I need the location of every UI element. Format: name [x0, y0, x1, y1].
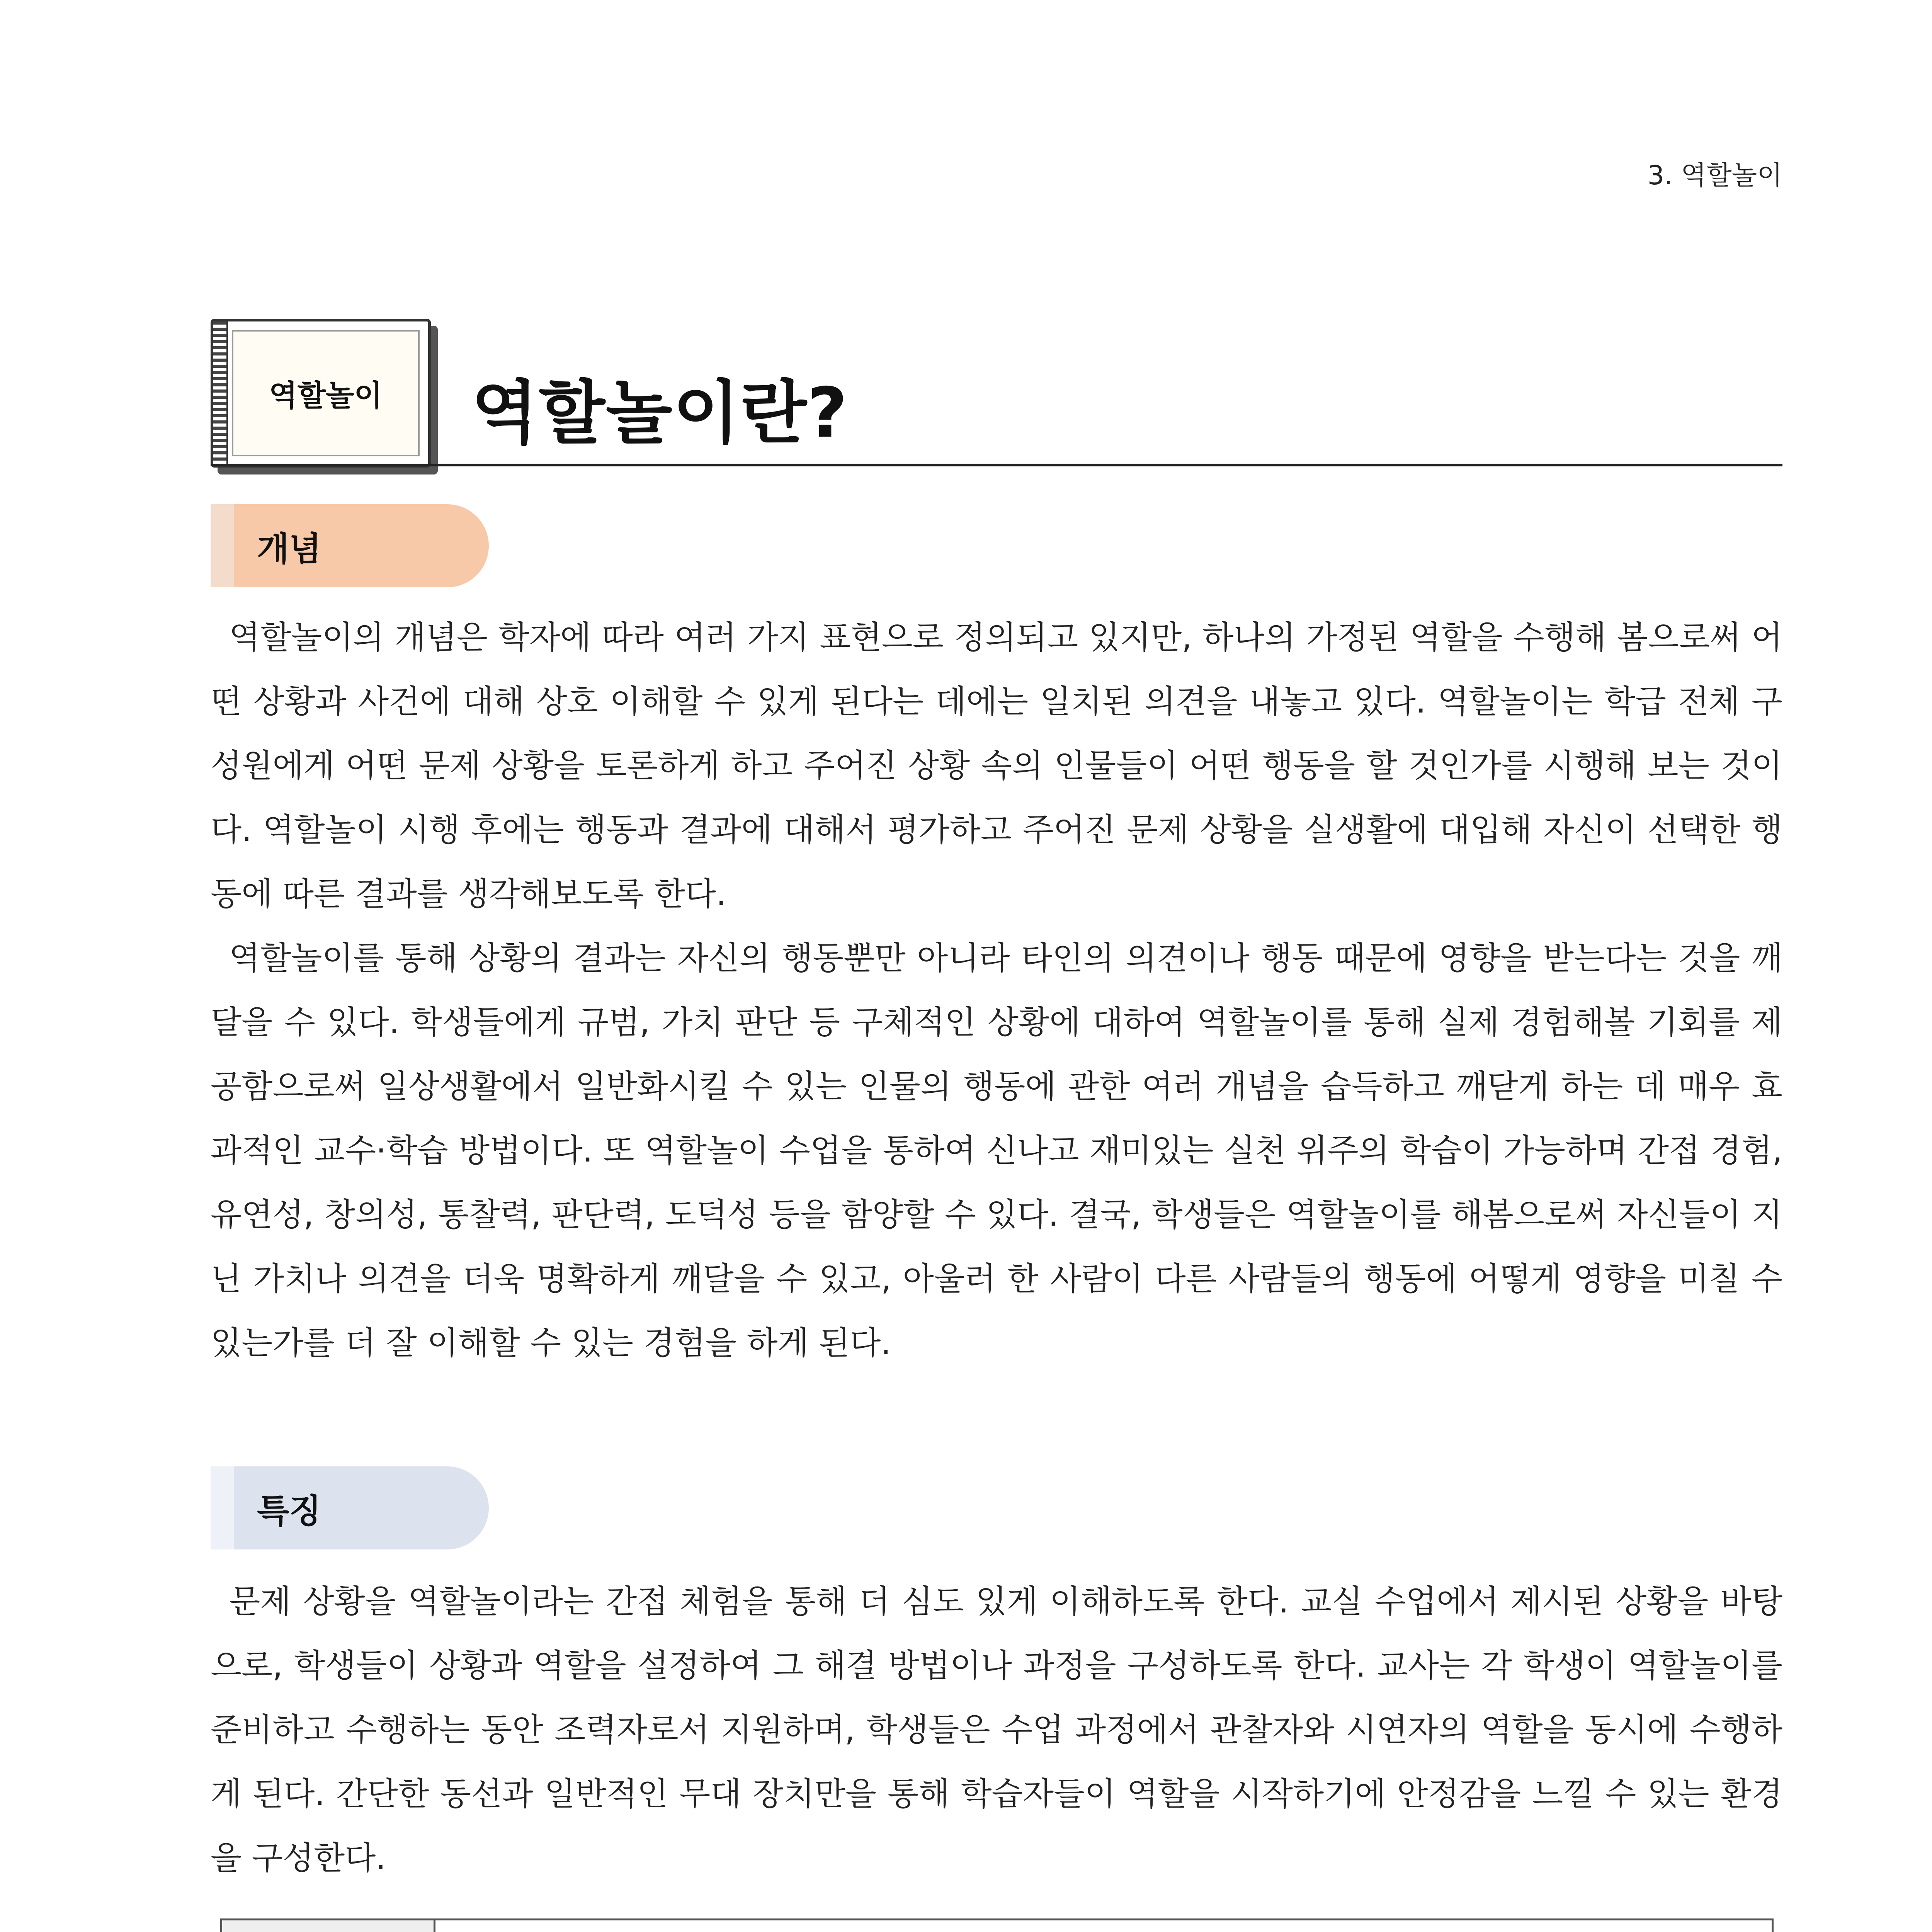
table-row-purpose	[221, 1920, 1773, 1932]
section-heading-concept-label: 개념	[257, 529, 321, 568]
chapter-badge	[211, 319, 431, 468]
chapter-badge-label: 역할놀이	[269, 378, 383, 413]
section-heading-concept	[211, 504, 489, 587]
purpose-text-cell	[435, 1920, 1773, 1932]
purpose-label-cell	[221, 1920, 435, 1932]
concept-paragraph-2: 역할놀이를 통해 상황의 결과는 자신의 행동뿐만 아니라 타인의 의견이나 행동 때문에 영향을 받는다는 것을 깨달을 수 있다. 학생들에게 규범, 가치 판단 등 구체적인 상황에 대하여 역할놀이를 통해 실제 경험해볼 기회를 제공함으로써 일상생활에서 일반화시킬 수 있는 인물의 행동에 관한 여러 개념을 습득하고 깨닫게 하는 데 매우 효과적인 교수·학습 방법이다. 또 역할놀이 수업을 통하여 신나고 재미있는 실천 위주의 학습이 가능하며 간접 경험, 유연성, 창의성, 통찰력, 판단력, 도덕성 등을 함양할 수 있다. 결국, 학생들은 역할놀이를 해봄으로써 자신들이 지닌 가치나 의견을 더욱 명확하게 깨달을 수 있고, 아울러 한 사람이 다른 사람들의 행동에 어떻게 영향을 미칠 수 있는가를 더 잘 이해할 수 있는 경험을 하게 된다.	[211, 939, 1782, 1362]
concept-body	[211, 605, 1782, 1375]
section-heading-features	[211, 1466, 489, 1549]
running-header: 3. 역할놀이	[1647, 160, 1782, 191]
features-paragraph-1: 문제 상황을 역할놀이라는 간접 체험을 통해 더 심도 있게 이해하도록 한다. 교실 수업에서 제시된 상황을 바탕으로, 학생들이 상황과 역할을 설정하여 그 해결 방법이나 과정을 구성하도록 한다. 교사는 각 학생이 역할놀이를 준비하고 수행하는 동안 조력자로서 지원하며, 학생들은 수업 과정에서 관찰자와 시연자의 역할을 동시에 수행하게 된다. 간단한 동선과 일반적인 무대 장치만을 통해 학습자들이 역할을 시작하기에 안정감을 느낄 수 있는 환경을 구성한다.	[211, 1583, 1783, 1877]
features-body	[211, 1570, 1782, 1890]
concept-paragraph-1: 역할놀이의 개념은 학자에 따라 여러 가지 표현으로 정의되고 있지만, 하나의 가정된 역할을 수행해 봄으로써 어떤 상황과 사건에 대해 상호 이해할 수 있게 된다는 데에는 일치된 의견을 내놓고 있다. 역할놀이는 학급 전체 구성원에게 어떤 문제 상황을 토론하게 하고 주어진 상황 속의 인물들이 어떤 행동을 할 것인가를 시행해 보는 것이다. 역할놀이 시행 후에는 행동과 결과에 대해서 평가하고 주어진 문제 상황을 실생활에 대입해 자신이 선택한 행동에 따른 결과를 생각해보도록 한다.	[211, 619, 1782, 913]
purpose-advantages-table	[220, 1918, 1774, 1932]
title-divider	[211, 464, 1782, 466]
section-heading-features-label: 특징	[257, 1492, 321, 1531]
chapter-badge-frame	[232, 330, 420, 456]
chapter-title: 역할놀이란?	[471, 373, 848, 453]
